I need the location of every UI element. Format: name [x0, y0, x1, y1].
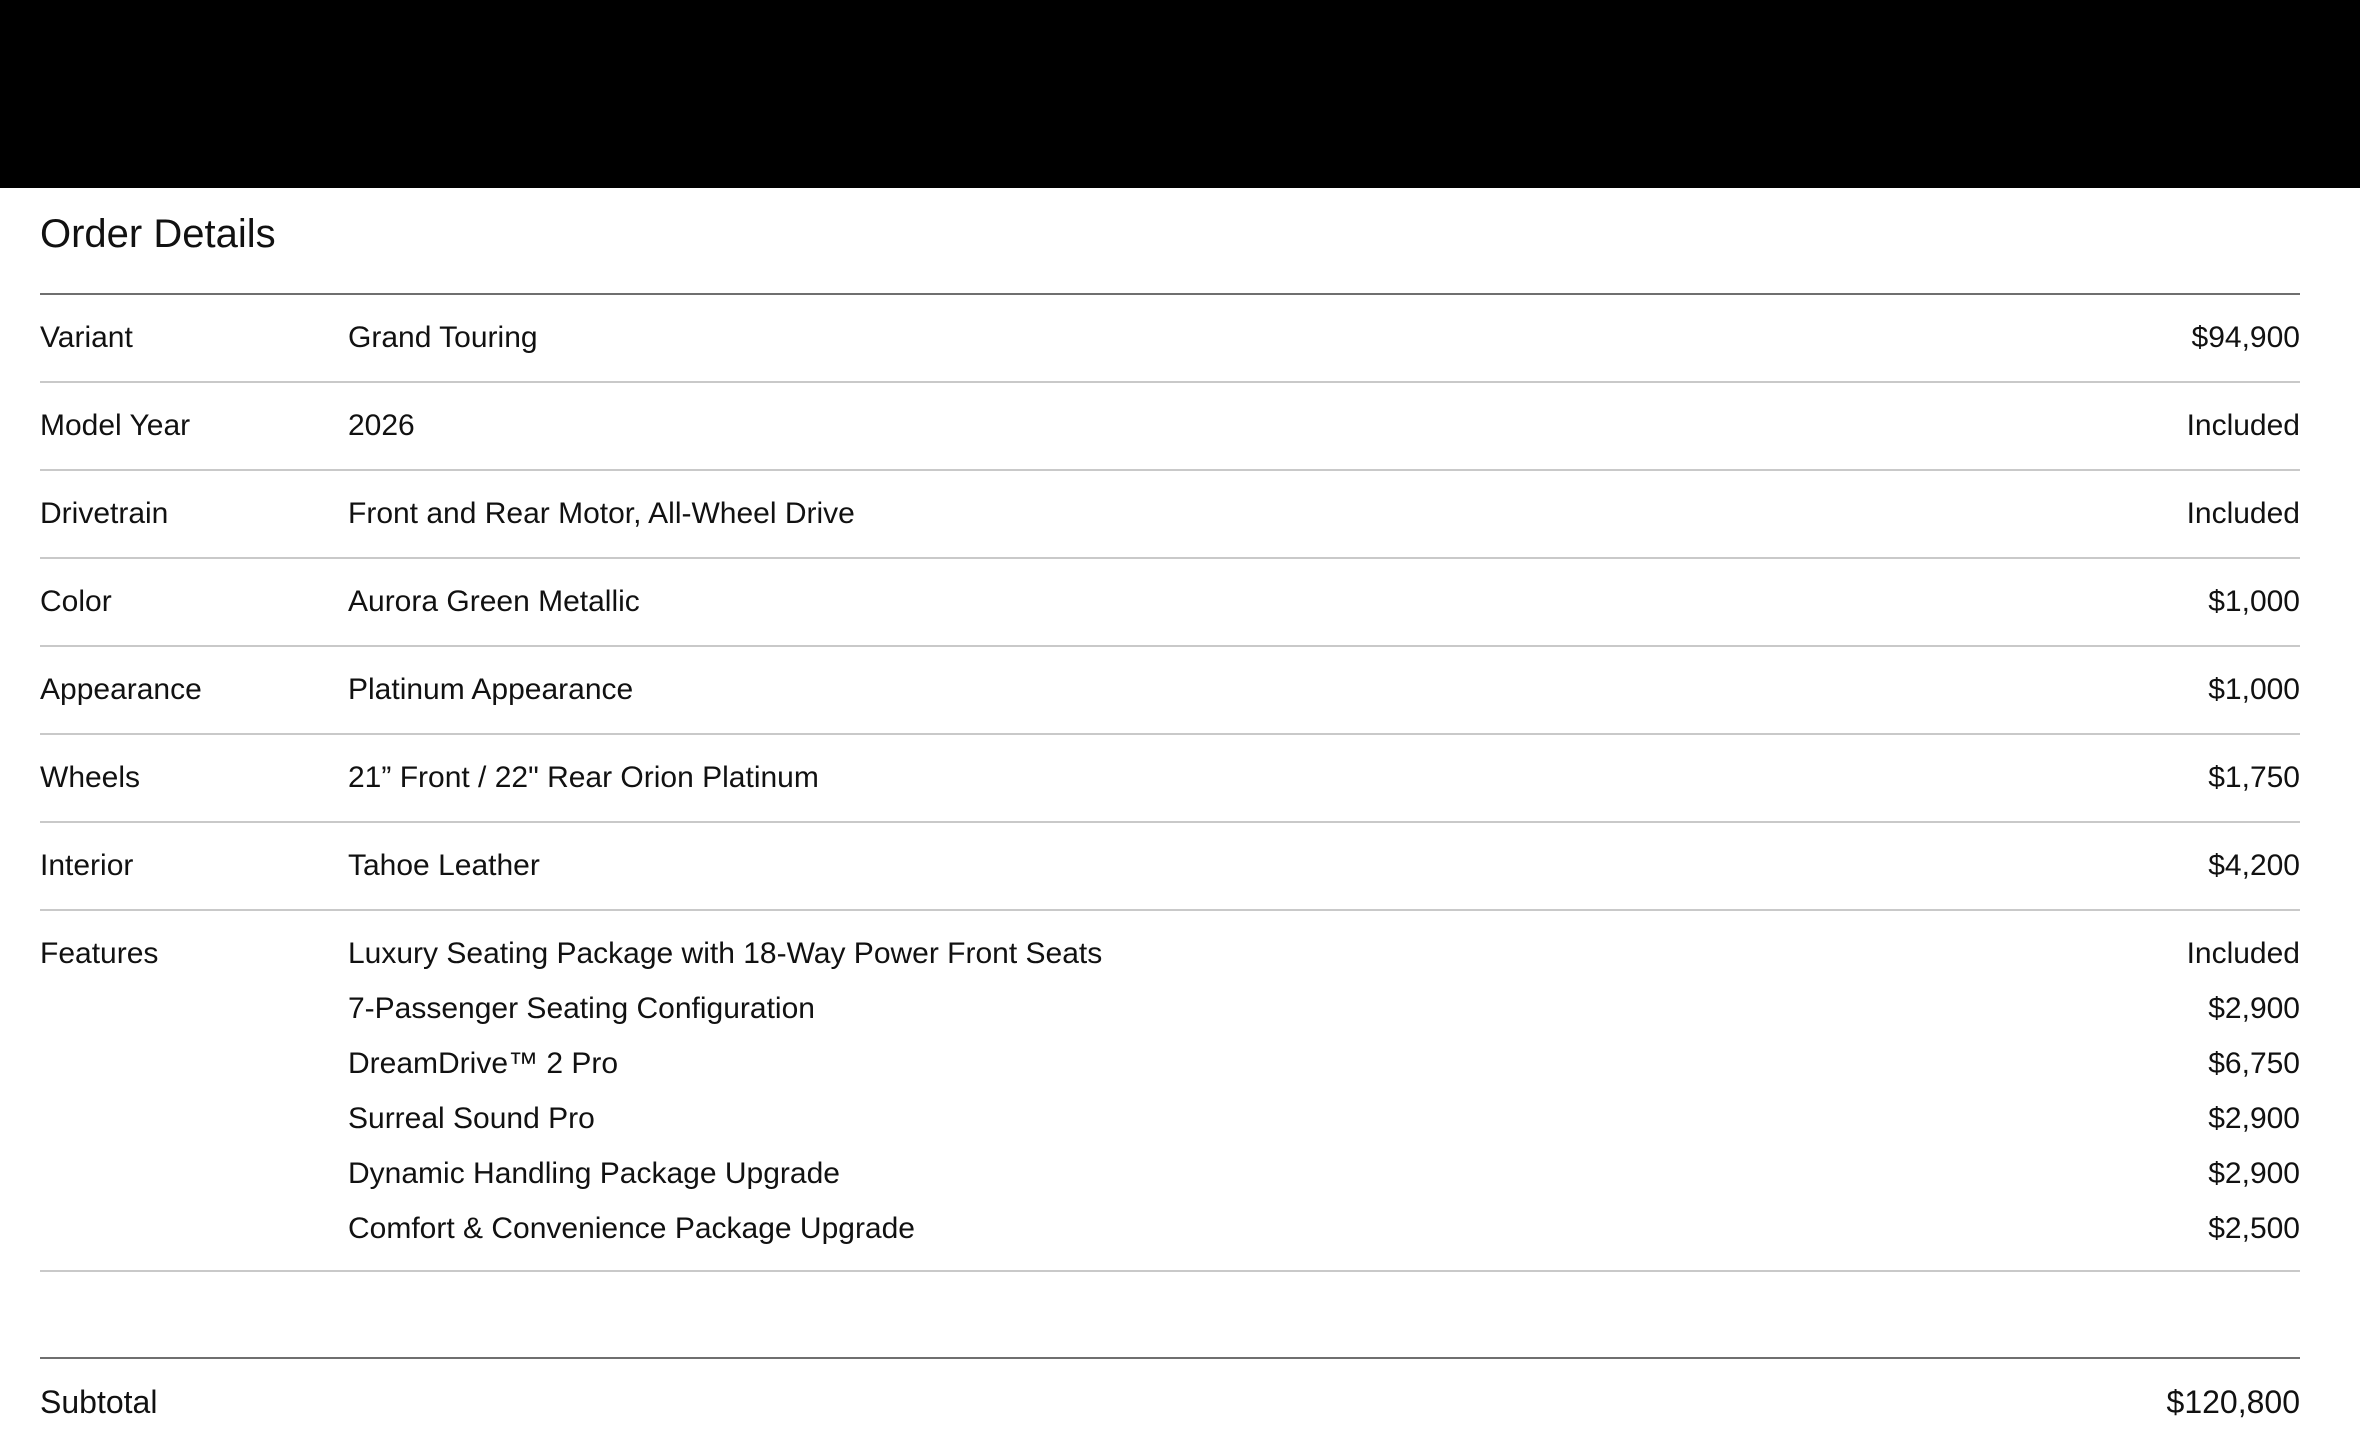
order-row-appearance	[40, 647, 2300, 735]
order-row-model-year	[40, 383, 2300, 471]
row-value: Front and Rear Motor, All-Wheel Drive	[348, 497, 855, 530]
row-label: Color	[40, 585, 112, 618]
feature-name: Luxury Seating Package with 18-Way Power Front Seats	[348, 937, 1103, 970]
row-value: 21” Front / 22" Rear Orion Platinum	[348, 761, 819, 794]
row-price: Included	[2186, 497, 2300, 530]
order-rows	[40, 295, 2300, 1445]
subtotal-row	[40, 1359, 2300, 1445]
row-label: Appearance	[40, 673, 202, 706]
feature-item	[348, 1042, 2300, 1097]
order-row-color	[40, 559, 2300, 647]
feature-item	[348, 932, 2300, 987]
row-label: Model Year	[40, 409, 191, 442]
empty-row	[40, 1272, 2300, 1359]
feature-price: Included	[2186, 937, 2300, 970]
row-label: Interior	[40, 849, 134, 882]
row-value: Grand Touring	[348, 321, 538, 354]
feature-item	[348, 1152, 2300, 1207]
order-row-interior	[40, 823, 2300, 911]
order-row-wheels	[40, 735, 2300, 823]
row-price: $1,000	[2208, 673, 2300, 706]
feature-name: Surreal Sound Pro	[348, 1102, 595, 1135]
row-label: Drivetrain	[40, 497, 169, 530]
feature-item	[348, 1097, 2300, 1152]
feature-price: $2,900	[2208, 1102, 2300, 1135]
row-label: Wheels	[40, 761, 141, 794]
row-value: 2026	[348, 409, 415, 442]
row-value: Tahoe Leather	[348, 849, 540, 882]
top-black-bar	[0, 0, 2360, 188]
feature-price: $6,750	[2208, 1047, 2300, 1080]
row-value: Platinum Appearance	[348, 673, 634, 706]
feature-price: $2,900	[2208, 1157, 2300, 1190]
row-price: $1,750	[2208, 761, 2300, 794]
row-price: $1,000	[2208, 585, 2300, 618]
row-value: Aurora Green Metallic	[348, 585, 640, 618]
feature-list	[348, 932, 2300, 1262]
subtotal-label: Subtotal	[40, 1384, 158, 1420]
order-row-features	[40, 911, 2300, 1272]
row-price: $94,900	[2191, 321, 2300, 354]
feature-name: Comfort & Convenience Package Upgrade	[348, 1212, 915, 1245]
feature-item	[348, 987, 2300, 1042]
feature-name: Dynamic Handling Package Upgrade	[348, 1157, 840, 1190]
order-row-variant	[40, 295, 2300, 383]
row-price: Included	[2186, 409, 2300, 442]
feature-item	[348, 1207, 2300, 1262]
subtotal-price: $120,800	[2166, 1384, 2300, 1420]
feature-name: 7-Passenger Seating Configuration	[348, 992, 815, 1025]
page-title: Order Details	[40, 212, 276, 256]
row-label: Features	[40, 937, 159, 970]
feature-name: DreamDrive™ 2 Pro	[348, 1047, 619, 1080]
feature-price: $2,900	[2208, 992, 2300, 1025]
order-row-drivetrain	[40, 471, 2300, 559]
row-price: $4,200	[2208, 849, 2300, 882]
row-label: Variant	[40, 321, 133, 354]
feature-price: $2,500	[2208, 1212, 2300, 1245]
